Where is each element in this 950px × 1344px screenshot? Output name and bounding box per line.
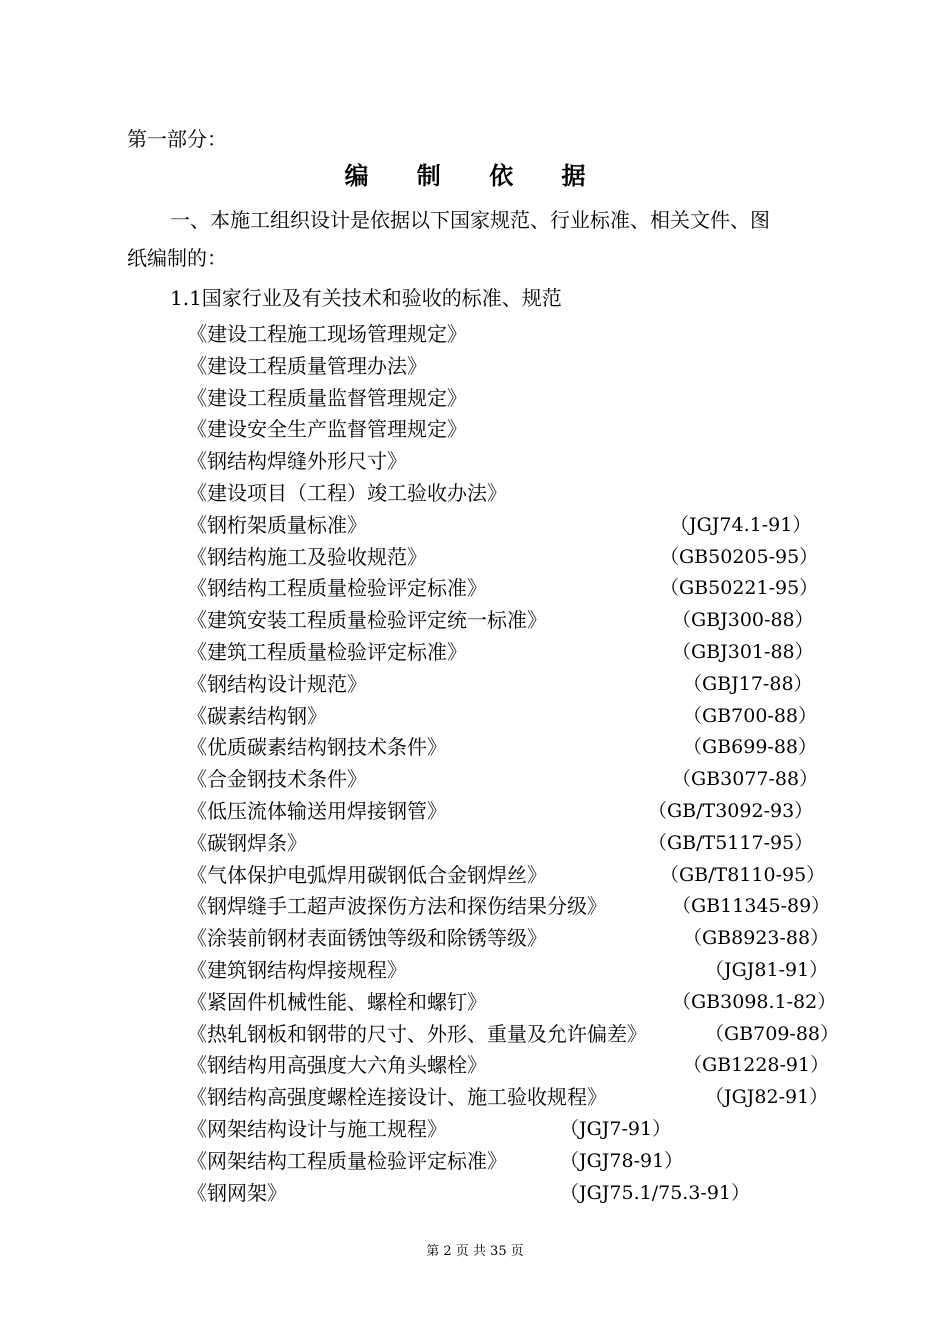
standard-code: （GBJ300-88） (672, 609, 814, 631)
standard-name: 《建设工程施工现场管理规定》 (187, 322, 467, 346)
standard-name: 《钢结构用高强度大六角头螺栓》 (187, 1053, 487, 1077)
standard-code: （GBJ301-88） (672, 641, 814, 663)
standard-name: 《建设安全生产监督管理规定》 (187, 417, 467, 441)
standard-name: 《碳素结构钢》 (187, 704, 327, 728)
standard-code: （JGJ78-91） (560, 1150, 684, 1172)
standard-code: （GB50221-95） (660, 577, 819, 599)
standard-name: 《低压流体输送用焊接钢管》 (187, 799, 447, 823)
standard-name: 《钢结构高强度螺栓连接设计、施工验收规程》 (187, 1085, 607, 1109)
standard-name: 《建筑安装工程质量检验评定统一标准》 (187, 608, 547, 632)
standard-name: 《钢结构施工及验收规范》 (187, 545, 427, 569)
standard-code: （GB1228-91） (683, 1054, 830, 1076)
standard-name: 《网架结构工程质量检验评定标准》 (187, 1149, 507, 1173)
standard-code: （GB700-88） (683, 705, 818, 727)
standard-name: 《建设项目（工程）竣工验收办法》 (187, 481, 507, 505)
section-title: 1.1国家行业及有关技术和验收的标准、规范 (170, 286, 562, 310)
standard-code: （JGJ75.1/75.3-91） (560, 1182, 751, 1204)
standard-code: （GB/T3092-93） (648, 800, 814, 822)
standard-name: 《涂装前钢材表面锈蚀等级和除锈等级》 (187, 926, 547, 950)
standard-name: 《热轧钢板和钢带的尺寸、外形、重量及允许偏差》 (187, 1022, 647, 1046)
standard-code: （GBJ17-88） (683, 673, 813, 695)
standard-code: （JGJ74.1-91） (670, 514, 812, 536)
standard-name: 《碳钢焊条》 (187, 831, 307, 855)
standard-code: （JGJ7-91） (560, 1118, 672, 1140)
intro-line-1: 一、本施工组织设计是依据以下国家规范、行业标准、相关文件、图 (170, 208, 770, 232)
standard-name: 《气体保护电弧焊用碳钢低合金钢焊丝》 (187, 863, 547, 887)
standard-name: 《建筑钢结构焊接规程》 (187, 958, 407, 982)
standard-code: （JGJ81-91） (705, 959, 829, 981)
standard-name: 《建筑工程质量检验评定标准》 (187, 640, 467, 664)
standard-code: （GB709-88） (705, 1023, 840, 1045)
standard-name: 《合金钢技术条件》 (187, 767, 367, 791)
standard-name: 《钢桁架质量标准》 (187, 513, 367, 537)
standard-code: （GB11345-89） (672, 895, 831, 917)
standard-name: 《紧固件机械性能、螺栓和螺钉》 (187, 990, 487, 1014)
standard-code: （GB/T8110-95） (660, 864, 826, 886)
document-title: 编 制 依 据 (344, 161, 606, 190)
standard-code: （GB3077-88） (672, 768, 819, 790)
standard-code: （GB699-88） (683, 736, 818, 758)
standard-code: （GB8923-88） (683, 927, 830, 949)
standard-code: （JGJ82-91） (705, 1086, 829, 1108)
page-footer: 第 2 页 共 35 页 (426, 1244, 524, 1259)
standard-name: 《钢结构工程质量检验评定标准》 (187, 576, 487, 600)
standard-name: 《优质碳素结构钢技术条件》 (187, 735, 447, 759)
standard-code: （GB3098.1-82） (672, 991, 837, 1013)
standard-name: 《钢网架》 (187, 1181, 287, 1205)
standard-name: 《建设工程质量管理办法》 (187, 354, 427, 378)
standard-code: （GB/T5117-95） (648, 832, 814, 854)
standard-name: 《钢焊缝手工超声波探伤方法和探伤结果分级》 (187, 894, 607, 918)
standard-code: （GB50205-95） (660, 546, 819, 568)
standard-name: 《建设工程质量监督管理规定》 (187, 386, 467, 410)
standard-name: 《网架结构设计与施工规程》 (187, 1117, 447, 1141)
part-label: 第一部分： (127, 127, 227, 151)
standard-name: 《钢结构设计规范》 (187, 672, 367, 696)
intro-line-2: 纸编制的： (127, 246, 227, 270)
standard-name: 《钢结构焊缝外形尺寸》 (187, 449, 407, 473)
